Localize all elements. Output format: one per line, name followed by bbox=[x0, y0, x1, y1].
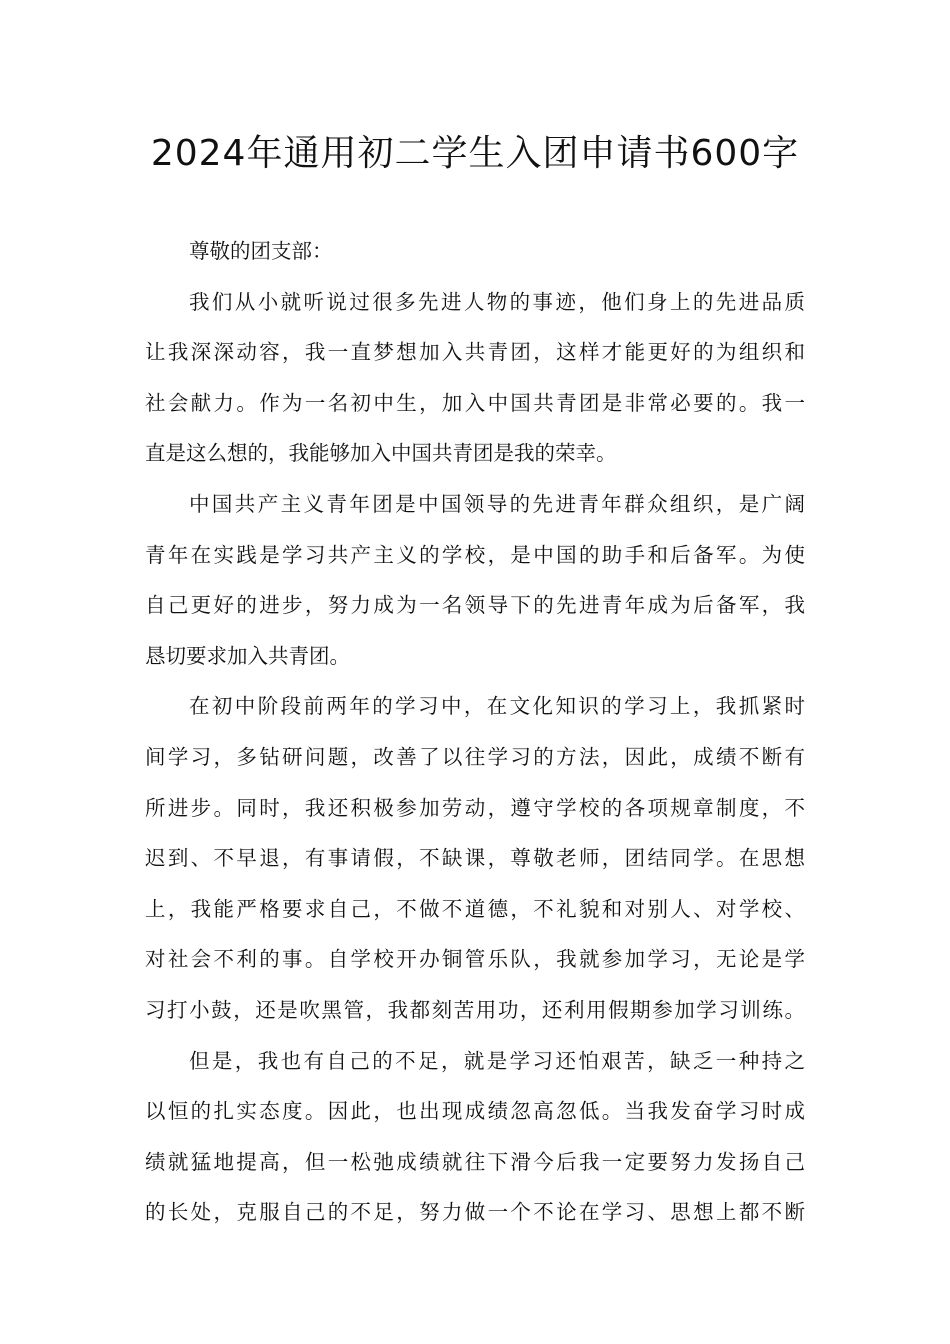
text-line: 社会献力。作为一名初中生，加入中国共青团是非常必要的。我一 bbox=[145, 390, 805, 415]
text-line: 中国共产主义青年团是中国领导的先进青年群众组织，是广阔 bbox=[189, 491, 805, 516]
text-line: 恳切要求加入共青团。 bbox=[145, 643, 350, 668]
text-line: 青年在实践是学习共产主义的学校，是中国的助手和后备军。为使 bbox=[145, 542, 805, 567]
text-line: 绩就猛地提高，但一松弛成绩就往下滑今后我一定要努力发扬自己 bbox=[145, 1149, 805, 1174]
text-line: 习打小鼓，还是吹黑管，我都刻苦用功，还利用假期参加学习训练。 bbox=[145, 997, 805, 1022]
text-line: 上，我能严格要求自己，不做不道德，不礼貌和对别人、对学校、 bbox=[145, 896, 805, 921]
text-line: 让我深深动容，我一直梦想加入共青团，这样才能更好的为组织和 bbox=[145, 340, 805, 365]
text-line: 尊敬的团支部： bbox=[189, 239, 333, 263]
text-line: 自己更好的进步，努力成为一名领导下的先进青年成为后备军，我 bbox=[145, 593, 805, 618]
text-line: 在初中阶段前两年的学习中，在文化知识的学习上，我抓紧时 bbox=[189, 694, 805, 719]
text-line: 迟到、不早退，有事请假，不缺课，尊敬老师，团结同学。在思想 bbox=[145, 846, 805, 871]
text-line: 直是这么想的，我能够加入中国共青团是我的荣幸。 bbox=[145, 441, 617, 466]
text-line: 我们从小就听说过很多先进人物的事迹，他们身上的先进品质 bbox=[189, 289, 805, 314]
text-line: 间学习，多钻研问题，改善了以往学习的方法，因此，成绩不断有 bbox=[145, 744, 805, 769]
document-body bbox=[145, 226, 805, 1238]
text-line: 以恒的扎实态度。因此，也出现成绩忽高忽低。当我发奋学习时成 bbox=[145, 1099, 805, 1124]
document-title: 2024年通用初二学生入团申请书600字 bbox=[150, 133, 800, 174]
text-line: 所进步。同时，我还积极参加劳动，遵守学校的各项规章制度，不 bbox=[145, 795, 805, 820]
text-line: 的长处，克服自己的不足，努力做一个不论在学习、思想上都不断 bbox=[145, 1200, 805, 1225]
text-line: 但是，我也有自己的不足，就是学习还怕艰苦，缺乏一种持之 bbox=[189, 1048, 805, 1073]
text-line: 对社会不利的事。自学校开办铜管乐队，我就参加学习，无论是学 bbox=[145, 947, 805, 972]
